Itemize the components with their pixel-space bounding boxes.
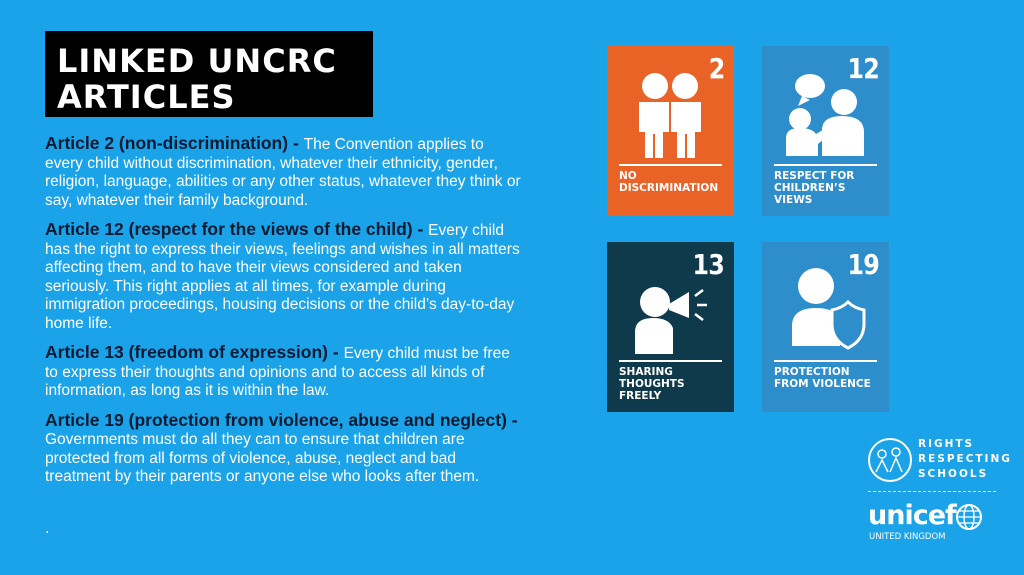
article-heading: Article 2 (non-discrimination) - [45, 133, 304, 153]
tile-caption: PROTECTION FROM VIOLENCE [774, 366, 871, 390]
article-19 [45, 411, 525, 487]
unicef-globe-icon [953, 502, 985, 532]
tile-article-2 [607, 46, 734, 216]
title-line-1: LINKED UNCRC [57, 42, 337, 80]
rrs-logo-text: RIGHTS RESPECTING SCHOOLS [918, 438, 1012, 480]
tile-caption: SHARING THOUGHTS FREELY [619, 366, 685, 402]
article-body: Every child must be free to express their thoughts and opinions and to access all kinds of information, as long as it is within the law. [45, 345, 510, 399]
article-2 [45, 134, 525, 210]
tile-article-13 [607, 242, 734, 412]
logo-divider [868, 491, 996, 492]
article-number: 19 [847, 248, 879, 281]
divider [619, 360, 722, 362]
article-heading: Article 13 (freedom of expression) - [45, 342, 344, 362]
tile-article-19 [762, 242, 889, 412]
divider [619, 164, 722, 166]
tile-article-12 [762, 46, 889, 216]
article-number: 13 [692, 248, 724, 281]
divider [774, 164, 877, 166]
article-number: 2 [708, 52, 724, 85]
article-number: 12 [847, 52, 879, 85]
articles-list [45, 134, 525, 497]
article-body: Governments must do all they can to ensure that children are protected from all forms of violence, abuse, neglect and bad treatment by their parents or anyone else who looks after them. [45, 431, 480, 485]
unicef-logo: unicef [868, 500, 956, 531]
article-13 [45, 343, 525, 401]
title-line-2: ARTICLES [57, 78, 236, 116]
page-title [45, 31, 373, 117]
article-12 [45, 220, 525, 333]
article-body: Every child has the right to express their views, feelings and wishes in all matters affecting them, and to have their views considered and taken seriously. This right applies at all times, for example during immigration proceedings, housing decisions or the child’s day-to-day home life. [45, 222, 520, 332]
article-body: The Convention applies to every child without discrimination, whatever their ethnicity, gender, religion, language, abilities or any other status, whatever they think or say, whatever their family background. [45, 136, 521, 209]
tile-caption: NO DISCRIMINATION [619, 170, 719, 194]
tile-caption: RESPECT FOR CHILDREN’S VIEWS [774, 170, 855, 206]
article-heading: Article 12 (respect for the views of the child) - [45, 219, 429, 239]
trailing-dot: . [45, 520, 50, 537]
article-heading: Article 19 (protection from violence, abuse and neglect) - [45, 409, 518, 430]
divider [774, 360, 877, 362]
unicef-subtitle: UNITED KINGDOM [869, 532, 946, 542]
